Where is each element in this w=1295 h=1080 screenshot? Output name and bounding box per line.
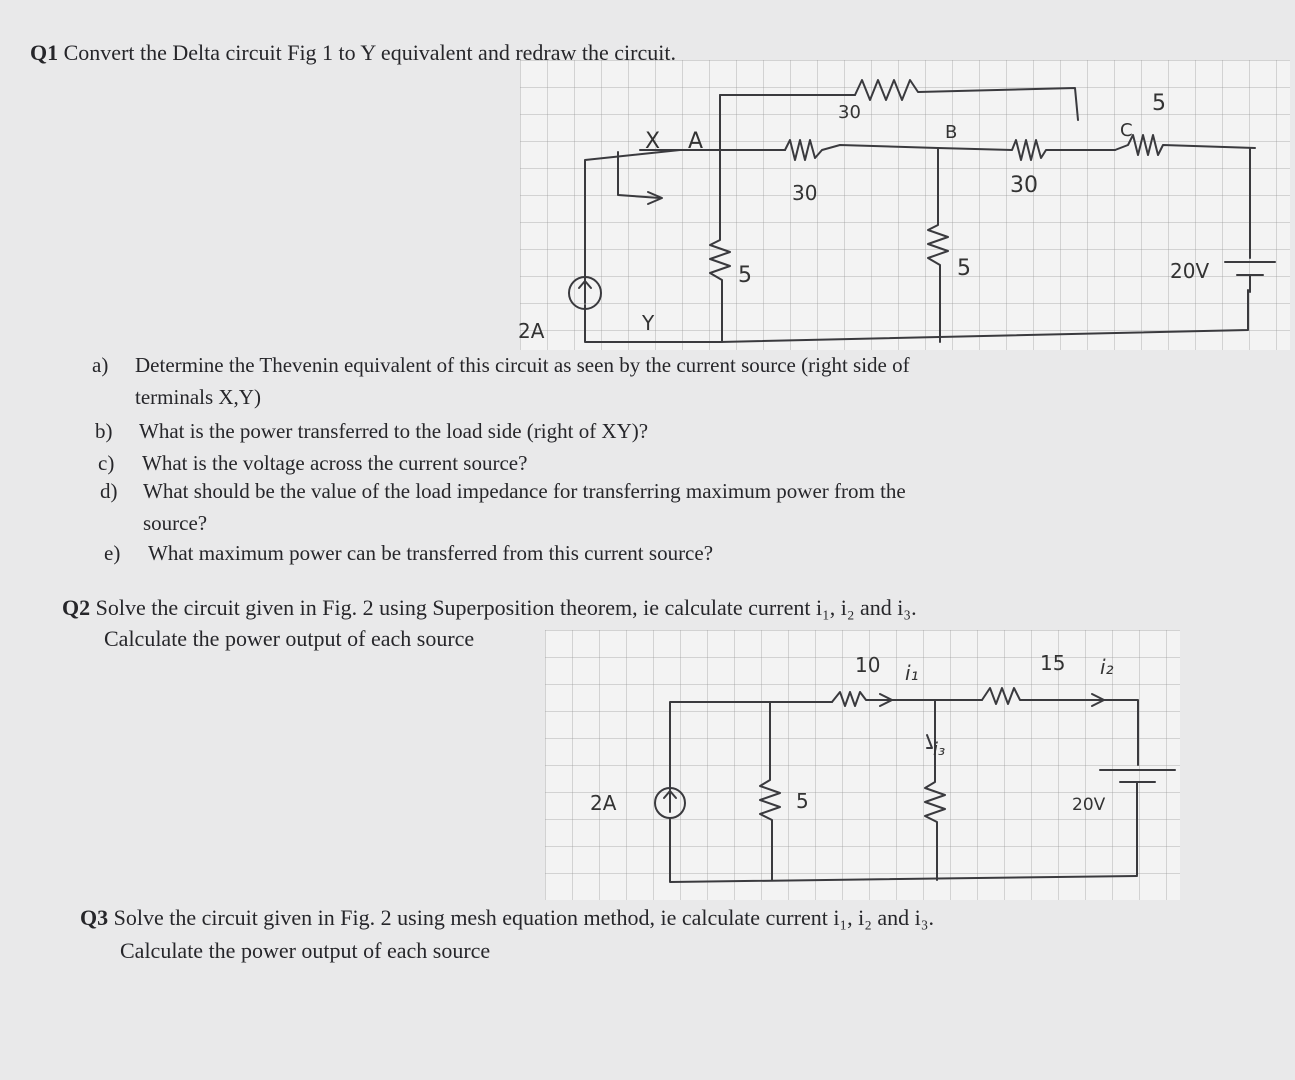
item-letter: c): [98, 451, 115, 475]
label-c: C: [1120, 120, 1133, 141]
item-text: source?: [143, 511, 208, 535]
label-source-v: 20V: [1170, 259, 1210, 283]
label-r-c: 5: [1152, 91, 1166, 116]
label-source-i: 2A: [518, 319, 545, 343]
fig1-resistor-mid: [928, 148, 948, 342]
label-source-v2: 20V: [1072, 795, 1106, 815]
label-i3: i₃: [933, 739, 946, 760]
fig1-resistor-bc: [938, 140, 1115, 160]
item-letter: a): [92, 353, 109, 377]
label-r-bc: 30: [1010, 173, 1038, 198]
item-text: What maximum power can be transferred from this current source?: [148, 541, 714, 565]
fig1-wire-x: [618, 152, 660, 198]
label-y: Y: [642, 311, 655, 335]
fig1-resistor-left: [710, 95, 730, 342]
label-r2: 15: [1040, 651, 1066, 675]
fig2-circuit: [655, 688, 1175, 882]
fig1-labels: [518, 91, 1209, 343]
item-text: What is the voltage across the current source?: [142, 451, 528, 475]
q3-label: Q3: [80, 905, 109, 930]
fig2-wire-top-right: [1100, 700, 1138, 765]
q3-line2: Calculate the power output of each source: [120, 938, 491, 963]
fig1-wire-top: [720, 95, 855, 150]
label-source-i2: 2A: [590, 791, 617, 815]
q2-label: Q2: [62, 595, 91, 620]
fig1-circuit: [569, 80, 1275, 342]
label-r-left: 5: [738, 263, 752, 288]
fig1-wire-bottom: [720, 290, 1248, 342]
item-text: terminals X,Y): [135, 385, 261, 409]
label-i2: i₂: [1100, 655, 1114, 679]
item-letter: b): [95, 419, 113, 443]
label-a: A: [688, 129, 704, 154]
q1-text: Convert the Delta circuit Fig 1 to Y equivalent and redraw the circuit.: [63, 40, 676, 65]
item-letter: d): [100, 479, 118, 503]
fig2-resistor-left: [760, 702, 780, 880]
item-text: What should be the value of the load impedance for transferring maximum power from the: [143, 479, 906, 503]
fig1-resistor-c: [1115, 135, 1255, 155]
q1-label: Q1: [30, 40, 59, 65]
label-r-ab: 30: [792, 181, 818, 205]
item-letter: e): [104, 541, 121, 565]
fig2-wire-top-left: [670, 702, 832, 790]
fig2-current-arrow: [664, 791, 676, 812]
fig2-resistor-mid: [925, 700, 945, 880]
label-r-left2: 5: [796, 789, 809, 813]
fig1-current-arrow: [579, 281, 591, 303]
fig1-resistor-ab: [785, 140, 938, 160]
q3-line1: Solve the circuit given in Fig. 2 using mesh equation method, ie calculate current i₁, i₂ and i₃.: [113, 905, 934, 930]
fig1-resistor-top: [855, 80, 1078, 120]
label-r-mid: 5: [957, 256, 971, 281]
fig2-resistor-15: [982, 688, 1100, 704]
item-text: Determine the Thevenin equivalent of this circuit as seen by the current source (right side of: [135, 353, 910, 377]
label-x: X: [645, 129, 661, 154]
fig2-wire-bottom: [670, 818, 1137, 882]
fig2-arrow-i3: [927, 735, 932, 748]
label-r-top: 30: [838, 102, 861, 123]
label-i1: i₁: [905, 661, 919, 685]
fig1-wire-left: [585, 150, 680, 285]
fig2-labels: [590, 651, 1114, 815]
label-b: B: [945, 122, 958, 143]
q2-line2: Calculate the power output of each source: [104, 626, 475, 651]
label-r1: 10: [855, 653, 881, 677]
item-text: What is the power transferred to the load side (right of XY)?: [139, 419, 649, 443]
q2-line1: Solve the circuit given in Fig. 2 using Superposition theorem, ie calculate current i₁, i₂ and i₃.: [95, 595, 917, 620]
